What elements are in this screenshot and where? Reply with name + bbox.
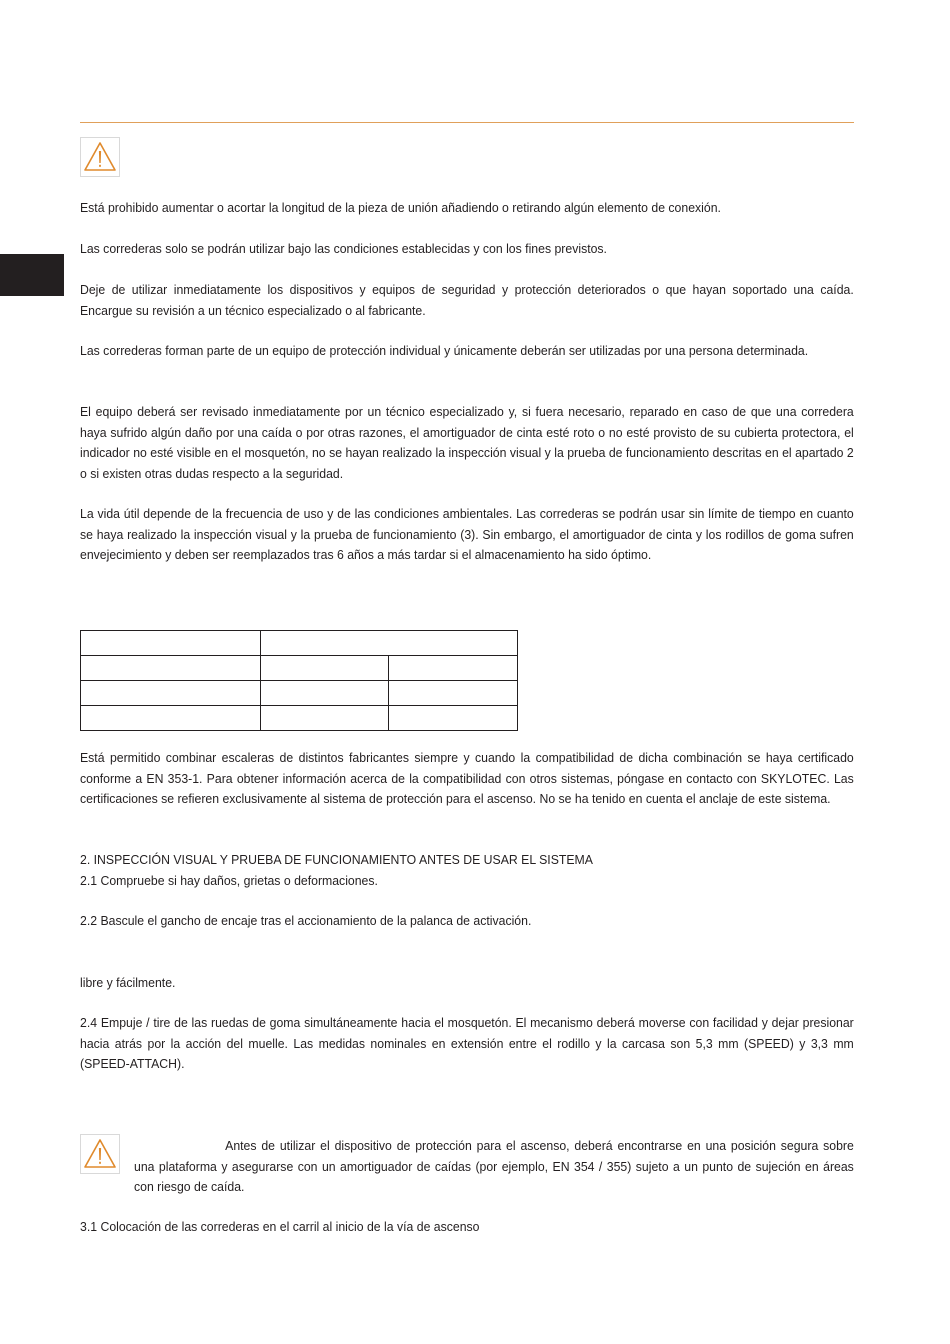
warning-paragraph: Antes de utilizar el dispositivo de protección para el ascenso, deberá encontrarse en una posición segura sobre una plataforma y asegurarse con un amortiguador de caídas (por ejemplo, EN 354 / 355) sujeto a un punto de sujeción en áreas con riesgo de caída.	[134, 1138, 854, 1194]
table-cell	[389, 681, 518, 706]
paragraph-5: El equipo deberá ser revisado inmediatamente por un técnico especializado y, si fuera necesario, reparado en caso de que una corredera haya sufrido algún daño por una caída o por otras razones, el amortiguador de cinta esté roto o no esté provisto de su cubierta protectora, el indicador no esté visible en el mosquetón, no se hayan realizado la inspección visual y la prueba de funcionamiento descritas en el apartado 2 o si existen otras dudas respecto a la seguridad.	[80, 404, 854, 481]
table-cell	[261, 631, 518, 656]
paragraph-7: Está permitido combinar escaleras de distintos fabricantes siempre y cuando la compatibilidad de dicha combinación se haya certificado conforme a EN 353-1. Para obtener información acerca de la compatibilidad con otros sistemas, póngase en contacto con SKYLOTEC. Las certificaciones se refieren exclusivamente al sistema de protección para el ascenso. No se ha tenido en cuenta el anclaje de este sistema.	[80, 750, 854, 806]
compatibility-table	[80, 630, 518, 731]
table-row	[81, 631, 518, 656]
section-2-heading: 2. INSPECCIÓN VISUAL Y PRUEBA DE FUNCIONAMIENTO ANTES DE USAR EL SISTEMA	[80, 852, 593, 867]
paragraph-2: Las correderas solo se podrán utilizar bajo las condiciones establecidas y con los fines previstos.	[80, 241, 607, 256]
table-cell	[261, 656, 389, 681]
header-rule	[80, 122, 854, 123]
step-2-4: 2.4 Empuje / tire de las ruedas de goma simultáneamente hacia el mosquetón. El mecanismo deberá moverse con facilidad y dejar presionar hacia atrás por la acción del muelle. Las medidas nominales en extensión entre el rodillo y la carcasa son 5,3 mm (SPEED) y 3,3 mm (SPEED-ATTACH).	[80, 1015, 854, 1071]
step-3-1: 3.1 Colocación de las correderas en el carril al inicio de la vía de ascenso	[80, 1219, 480, 1234]
warning-triangle-icon-2	[80, 1134, 120, 1174]
table-cell	[81, 706, 261, 731]
paragraph-3: Deje de utilizar inmediatamente los dispositivos y equipos de seguridad y protección deteriorados o que hayan soportado una caída. Encargue su revisión a un técnico especializado o al fabricante.	[80, 282, 854, 318]
table-row	[81, 681, 518, 706]
language-tab-marker	[0, 254, 64, 296]
table-row	[81, 706, 518, 731]
table-cell	[81, 681, 261, 706]
table-cell	[389, 706, 518, 731]
table-cell	[81, 656, 261, 681]
paragraph-1: Está prohibido aumentar o acortar la longitud de la pieza de unión añadiendo o retirando algún elemento de conexión.	[80, 200, 721, 215]
step-2-3-fragment: libre y fácilmente.	[80, 975, 176, 990]
table-cell	[389, 656, 518, 681]
step-2-2: 2.2 Bascule el gancho de encaje tras el accionamiento de la palanca de activación.	[80, 913, 532, 928]
paragraph-6: La vida útil depende de la frecuencia de uso y de las condiciones ambientales. Las correderas se podrán usar sin límite de tiempo en cuanto se haya realizado la inspección visual y la prueba de funcionamiento (3). Sin embargo, el amortiguador de cinta y los rodillos de goma sufren envejecimiento y deben ser reemplazados tras 6 años a más tardar si el almacenamiento ha sido óptimo.	[80, 506, 854, 562]
table-cell	[81, 631, 261, 656]
warning-triangle-icon	[80, 137, 120, 177]
table-row	[81, 656, 518, 681]
step-2-1: 2.1 Compruebe si hay daños, grietas o deformaciones.	[80, 873, 378, 888]
table-cell	[261, 681, 389, 706]
paragraph-4: Las correderas forman parte de un equipo de protección individual y únicamente deberán ser utilizadas por una persona determinada.	[80, 343, 809, 358]
table-cell	[261, 706, 389, 731]
